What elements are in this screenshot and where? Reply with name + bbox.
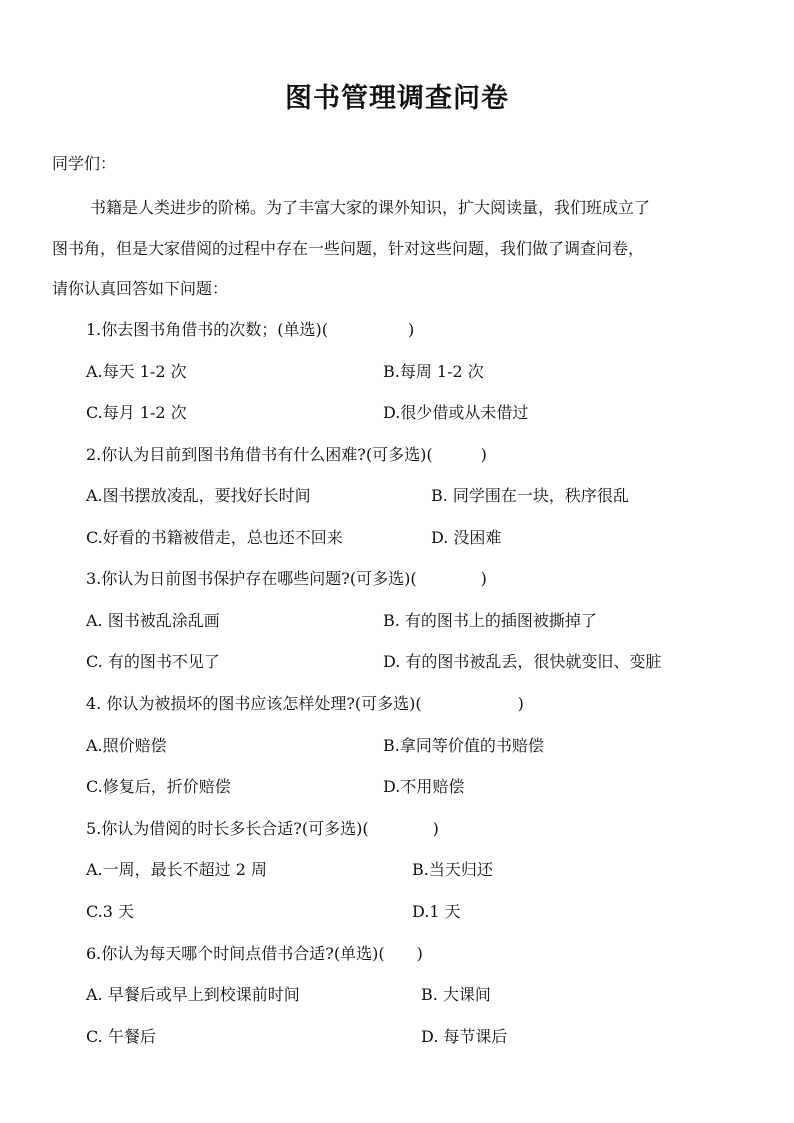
- question-3-option-d: D. 有的图书被乱丢，很快就变旧、变脏: [383, 652, 662, 671]
- question-4-option-d: D.不用赔偿: [383, 777, 465, 796]
- question-5-option-c: C.3 天: [86, 902, 135, 921]
- question-4-option-a: A.照价赔偿: [86, 736, 167, 755]
- question-4: 4. 你认为被损坏的图书应该怎样处理?(可多选)( ): [86, 694, 524, 713]
- question-2: 2.你认为目前到图书角借书有什么困难?(可多选)( ): [86, 445, 487, 464]
- question-2-option-d: D. 没困难: [431, 528, 502, 547]
- question-6-option-d: D. 每节课后: [421, 1027, 508, 1046]
- page-title: 图书管理调查问卷: [285, 83, 509, 114]
- question-2-option-a: A.图书摆放凌乱，要找好长时间: [86, 486, 311, 505]
- question-6-option-a: A. 早餐后或早上到校课前时间: [86, 985, 300, 1004]
- question-3-option-a: A. 图书被乱涂乱画: [86, 611, 220, 630]
- question-1-option-c: C.每月 1-2 次: [86, 403, 187, 422]
- question-1: 1.你去图书角借书的次数；(单选)( ): [86, 320, 415, 339]
- question-3-option-c: C. 有的图书不见了: [86, 652, 220, 671]
- greeting: 同学们：: [52, 154, 117, 173]
- question-6-option-b: B. 大课间: [421, 985, 491, 1004]
- question-5-option-d: D.1 天: [412, 902, 461, 921]
- question-1-option-d: D.很少借或从未借过: [383, 403, 529, 422]
- intro-line-1: 书籍是人类进步的阶梯。为了丰富大家的课外知识，扩大阅读量，我们班成立了: [90, 198, 651, 217]
- question-1-option-b: B.每周 1-2 次: [383, 362, 484, 381]
- question-5-option-a: A.一周，最长不超过 2 周: [86, 860, 267, 879]
- question-5: 5.你认为借阅的时长多长合适?(可多选)( ): [86, 819, 439, 838]
- question-1-option-a: A.每天 1-2 次: [86, 362, 187, 381]
- question-4-option-c: C.修复后，折价赔偿: [86, 777, 231, 796]
- question-4-option-b: B.拿同等价值的书赔偿: [383, 736, 544, 755]
- question-5-option-b: B.当天归还: [412, 860, 493, 879]
- question-2-option-b: B. 同学围在一块，秩序很乱: [431, 486, 629, 505]
- question-6-option-c: C. 午餐后: [86, 1027, 156, 1046]
- question-6: 6.你认为每天哪个时间点借书合适?(单选)( ): [86, 944, 423, 963]
- intro-line-2: 图书角，但是大家借阅的过程中存在一些问题，针对这些问题，我们做了调查问卷，: [52, 239, 645, 258]
- question-2-option-c: C.好看的书籍被借走，总也还不回来: [86, 528, 343, 547]
- question-3-option-b: B. 有的图书上的插图被撕掉了: [383, 611, 597, 630]
- question-3: 3.你认为日前图书保护存在哪些问题?(可多选)( ): [86, 569, 487, 588]
- intro-line-3: 请你认真回答如下问题：: [52, 279, 229, 298]
